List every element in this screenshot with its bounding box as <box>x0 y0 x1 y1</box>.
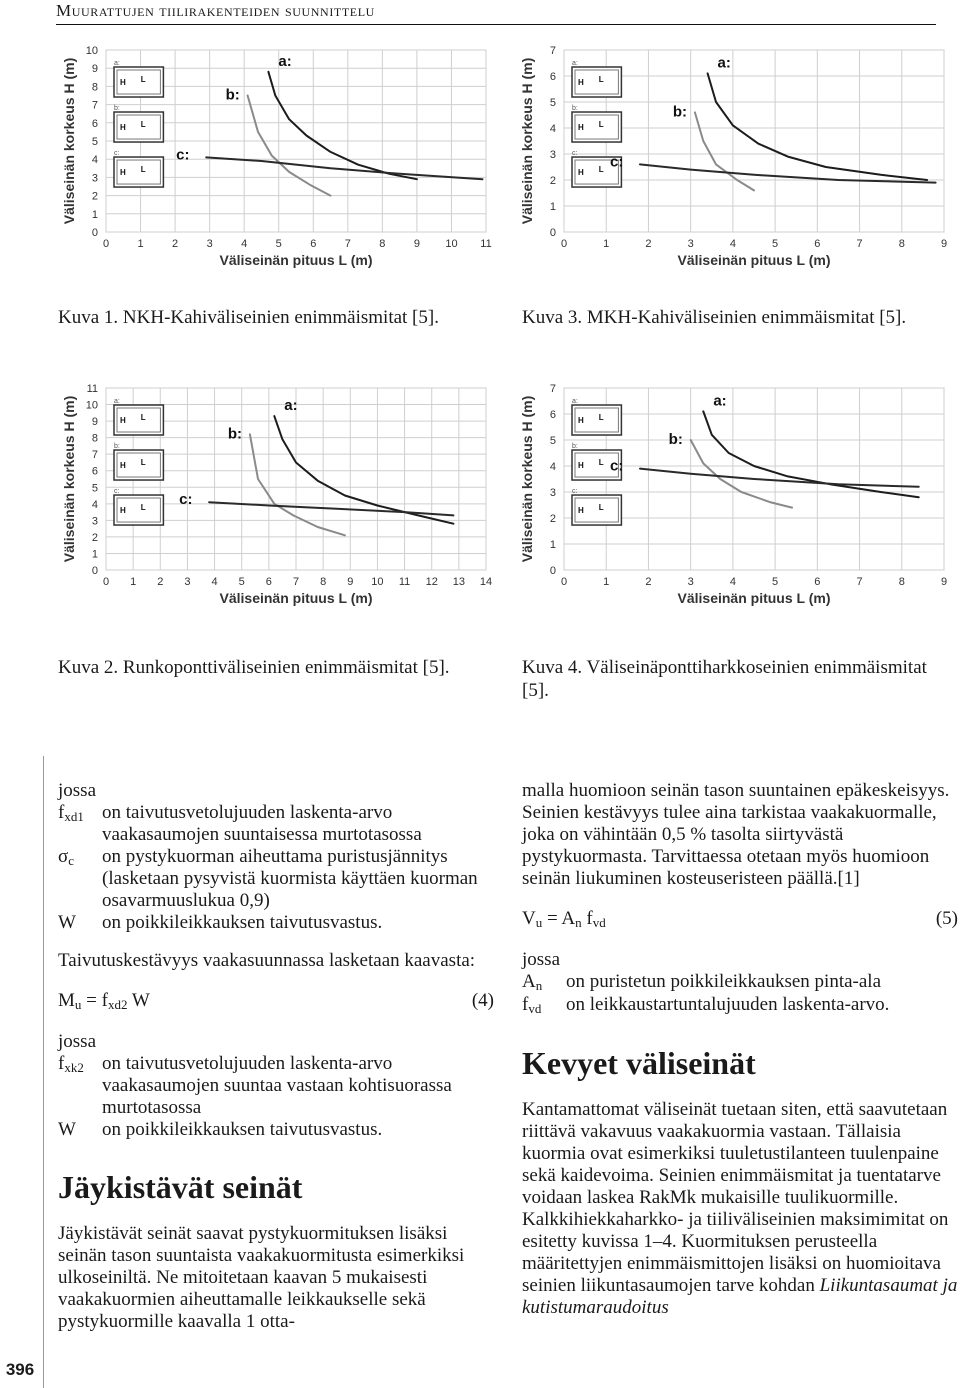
x-tick-label: 1 <box>130 576 137 588</box>
def-text: on puristetun poikkileikkauksen pinta-ala <box>566 971 882 992</box>
def-term: W <box>58 912 76 933</box>
x-tick-label: 4 <box>729 576 736 588</box>
inset-label: a: <box>572 60 578 67</box>
equation-4 <box>58 990 494 1013</box>
x-tick-label: 13 <box>452 576 465 588</box>
y-tick-label: 0 <box>549 565 556 577</box>
series-label: c: <box>176 146 190 164</box>
series-label: c: <box>179 491 193 509</box>
inset-symbol-h: H <box>120 461 126 471</box>
y-tick-label: 4 <box>549 123 556 135</box>
figure-1-chart <box>60 40 500 290</box>
inset-label: a: <box>114 398 120 405</box>
x-tick-label: 10 <box>445 238 458 250</box>
def-text: on poikkileikkauksen taivutusvastus. <box>102 1119 383 1140</box>
inset-label: c: <box>114 488 120 496</box>
x-tick-label: 5 <box>238 576 245 588</box>
y-tick-label: 1 <box>91 548 98 561</box>
def-text: on poikkileikkauksen taivutusvastus. <box>102 912 383 933</box>
x-tick-label: 9 <box>347 576 354 588</box>
x-tick-label: 5 <box>772 576 779 588</box>
inset-symbol-h: H <box>120 78 126 88</box>
inset-symbol-h: H <box>578 168 584 178</box>
inset-label: b: <box>114 443 120 451</box>
inset-label: a: <box>572 398 578 405</box>
inset-symbol-h: H <box>578 461 584 471</box>
series-label: a: <box>717 54 731 72</box>
y-tick-label: 6 <box>549 409 556 421</box>
inset-label: c: <box>114 150 120 158</box>
figure-4-caption: Kuva 4. Väliseinäponttiharkkoseinien enimmäismitat [5]. <box>522 657 927 701</box>
x-tick-label: 8 <box>320 576 327 588</box>
x-tick-label: 3 <box>687 238 694 250</box>
inset-symbol-h: H <box>120 168 126 178</box>
chart-svg <box>60 378 500 628</box>
x-tick-label: 7 <box>292 576 300 588</box>
running-header: Muurattujen tiilirakenteiden suunnittelu <box>56 0 936 25</box>
y-tick-label: 2 <box>549 513 556 525</box>
y-tick-label: 6 <box>549 71 556 83</box>
y-tick-label: 5 <box>549 435 556 447</box>
y-tick-label: 4 <box>91 498 98 511</box>
def-term: An <box>522 971 543 993</box>
x-tick-label: 8 <box>898 576 905 588</box>
x-tick-label: 2 <box>645 238 652 250</box>
y-axis-label: Väliseinän korkeus H (m) <box>61 57 77 225</box>
inset-symbol-h: H <box>578 416 584 426</box>
y-tick-label: 2 <box>91 190 98 203</box>
y-tick-label: 11 <box>86 383 98 395</box>
definition-list-1 <box>58 802 494 934</box>
definition-list-2 <box>58 1053 494 1141</box>
y-tick-label: 8 <box>91 81 98 94</box>
y-tick-label: 5 <box>91 482 98 495</box>
x-tick-label: 4 <box>211 576 218 588</box>
chart-svg <box>60 40 500 290</box>
y-axis-label: Väliseinän korkeus H (m) <box>61 395 77 563</box>
x-tick-label: 2 <box>157 576 164 588</box>
inset-label: c: <box>572 488 578 496</box>
y-tick-label: 6 <box>91 465 98 478</box>
x-tick-label: 6 <box>814 576 821 588</box>
inset-symbol-l: L <box>598 458 604 468</box>
x-tick-label: 5 <box>275 238 282 250</box>
inset-symbol-l: L <box>140 120 146 130</box>
y-tick-label: 10 <box>85 45 98 57</box>
inset-symbol-l: L <box>598 120 604 130</box>
inset-symbol-h: H <box>578 506 584 516</box>
figure-3-chart <box>518 40 958 290</box>
y-tick-label: 1 <box>549 539 556 551</box>
def-term: fxd1 <box>58 802 84 824</box>
x-axis-label: Väliseinän pituus L (m) <box>677 590 831 606</box>
x-tick-label: 6 <box>814 238 821 250</box>
x-tick-label: 7 <box>856 576 863 588</box>
x-tick-label: 10 <box>371 576 384 588</box>
x-tick-label: 1 <box>137 238 144 250</box>
inset-symbol-l: L <box>598 165 604 175</box>
equation-number: (4) <box>471 990 494 1011</box>
x-axis-label: Väliseinän pituus L (m) <box>219 252 373 268</box>
x-axis-label: Väliseinän pituus L (m) <box>219 590 373 606</box>
equation-number: (5) <box>935 908 958 929</box>
inset-symbol-l: L <box>140 75 146 85</box>
x-tick-label: 3 <box>184 576 191 588</box>
figure-1-caption: Kuva 1. NKH-Kahiväliseinien enimmäismitat [5]. <box>58 307 439 328</box>
def-text: on taivutusvetolujuuden laskenta-arvo vaakasaumojen suuntaisessa murtotasossa <box>102 802 422 845</box>
def-term: σc <box>58 846 75 868</box>
chart-svg <box>518 378 958 628</box>
section-heading: Kevyet väliseinät <box>522 1045 756 1081</box>
series-label: a: <box>284 397 298 415</box>
y-tick-label: 3 <box>91 172 98 185</box>
figure-2-chart <box>60 378 500 628</box>
y-tick-label: 7 <box>91 449 98 462</box>
y-tick-label: 2 <box>549 175 556 187</box>
x-tick-label: 3 <box>687 576 694 588</box>
inset-label: c: <box>572 150 578 158</box>
def-term: W <box>58 1119 76 1140</box>
inset-symbol-h: H <box>120 416 126 426</box>
y-axis-label: Väliseinän korkeus H (m) <box>519 395 535 563</box>
x-tick-label: 6 <box>265 576 272 588</box>
y-tick-label: 4 <box>91 154 98 167</box>
y-tick-label: 7 <box>91 99 98 112</box>
section-heading: Jäykistävät seinät <box>58 1169 303 1205</box>
x-tick-label: 9 <box>940 576 948 588</box>
equation-body: Mu = fxd2 W <box>58 990 150 1012</box>
series-label: a: <box>278 52 292 70</box>
def-term: fvd <box>522 994 542 1016</box>
series-label: c: <box>610 153 624 171</box>
y-tick-label: 7 <box>549 383 556 395</box>
inset-label: b: <box>572 443 578 451</box>
x-tick-label: 3 <box>206 238 213 250</box>
inset-symbol-l: L <box>598 503 604 513</box>
x-tick-label: 0 <box>102 238 110 250</box>
left-column <box>58 780 494 1333</box>
x-tick-label: 8 <box>898 238 905 250</box>
x-axis-label: Väliseinän pituus L (m) <box>677 252 831 268</box>
x-tick-label: 1 <box>603 576 610 588</box>
inset-symbol-l: L <box>140 503 146 513</box>
y-tick-label: 0 <box>91 227 98 239</box>
y-tick-label: 5 <box>91 136 98 148</box>
y-tick-label: 6 <box>91 117 98 130</box>
definition-list-3 <box>522 971 958 1017</box>
inset-label: b: <box>572 105 578 113</box>
inset-symbol-h: H <box>578 78 584 88</box>
inset-label: b: <box>114 105 120 113</box>
inset-symbol-l: L <box>140 458 146 468</box>
paragraph: malla huomioon seinän tason suuntainen epäkeskeisyys. Seinien kestävyys tulee aina tarkistaa vaakakuormalle, joka on vähintään 0,5 % tasolta siirtyvästä pystykuormasta. Tarvittaessa otetaan myös huomioon seinän liukuminen kosteuseristeen päällä.[1] <box>522 780 950 889</box>
x-tick-label: 11 <box>398 576 411 588</box>
equation-body: Vu = An fvd <box>522 908 606 930</box>
def-text: on taivutusvetolujuuden laskenta-arvo vaakasaumojen suuntaa vastaan kohtisuorassa murtotasossa <box>102 1053 452 1118</box>
margin-rule <box>43 756 44 1388</box>
x-tick-label: 2 <box>172 238 179 250</box>
x-tick-label: 0 <box>560 576 568 588</box>
x-tick-label: 5 <box>772 238 779 250</box>
y-tick-label: 10 <box>85 399 98 412</box>
def-term: fxk2 <box>58 1053 84 1075</box>
y-tick-label: 3 <box>549 487 556 499</box>
series-label: a: <box>713 392 727 410</box>
inset-symbol-h: H <box>120 506 126 516</box>
x-tick-label: 0 <box>102 576 110 588</box>
paragraph: Kantamattomat väliseinät tuetaan siten, että saavutetaan riittävä vakavuus vaakakuormia vastaan. Tällaisia kuormia ovat esimerkiksi tuuletustilanteen tuulenpaine sekä kaidevoima. Seinien enimmäismitat ja tuentatarve voidaan laskea RakMk mukaisille tuulikuormille. Kalkkihiekkaharkko- ja tiiliväliseinien maksimimitat on esitetty kuvissa 1–4. Kuormituksen perusteella määritettyjen enimmäismittojen lisäksi on huomioitava seinien liikuntasaumojen tarve kohdan Liikuntasaumat ja kutistumaraudoitus <box>522 1099 958 1318</box>
inset-label: a: <box>114 60 120 67</box>
y-tick-label: 0 <box>549 227 556 239</box>
jossa-label: jossa <box>522 949 560 970</box>
x-tick-label: 4 <box>729 238 736 250</box>
y-tick-label: 5 <box>549 97 556 109</box>
x-tick-label: 6 <box>310 238 317 250</box>
right-column <box>522 780 958 1319</box>
y-tick-label: 3 <box>549 149 556 161</box>
y-tick-label: 1 <box>91 208 98 221</box>
series-label: b: <box>225 86 240 104</box>
x-tick-label: 4 <box>241 238 248 250</box>
x-tick-label: 9 <box>940 238 948 250</box>
y-tick-label: 9 <box>91 63 98 76</box>
x-tick-label: 7 <box>344 238 351 250</box>
x-tick-label: 0 <box>560 238 568 250</box>
x-tick-label: 9 <box>413 238 420 250</box>
y-tick-label: 2 <box>91 531 98 544</box>
jossa-label-1: jossa <box>58 780 96 801</box>
def-text: on pystykuorman aiheuttama puristusjännitys (lasketaan pysyvistä kuormista käyttäen kuorman osavarmuuslukua 0,9) <box>102 846 478 911</box>
chart-svg <box>518 40 958 290</box>
y-tick-label: 9 <box>91 416 98 429</box>
inset-symbol-l: L <box>140 413 146 423</box>
equation-5 <box>522 908 958 931</box>
x-tick-label: 12 <box>425 576 438 588</box>
inset-symbol-l: L <box>598 413 604 423</box>
inset-symbol-l: L <box>140 165 146 175</box>
paragraph: Jäykistävät seinät saavat pystykuormituksen lisäksi seinän tason suuntaista vaakakuormitusta esimerkiksi ulkoseiniltä. Ne mitoitetaan kaavan 5 mukaisesti vaakakuormien aiheuttamalle leikkaukselle sekä pystykuormille kaavalla 1 otta- <box>58 1223 465 1332</box>
series-label: b: <box>227 425 243 443</box>
x-tick-label: 8 <box>379 238 386 250</box>
y-tick-label: 1 <box>549 201 556 213</box>
x-tick-label: 11 <box>480 238 492 250</box>
def-text: on leikkaustartuntalujuuden laskenta-arvo. <box>566 994 890 1015</box>
inset-symbol-h: H <box>578 123 584 133</box>
jossa-label-2: jossa <box>58 1031 96 1052</box>
x-tick-label: 2 <box>645 576 652 588</box>
x-tick-label: 1 <box>603 238 610 250</box>
series-label: b: <box>668 431 683 448</box>
y-tick-label: 0 <box>91 565 98 577</box>
paragraph: Taivutuskestävyys vaakasuunnassa lasketaan kaavasta: <box>58 950 476 971</box>
series-label: c: <box>610 457 624 475</box>
y-tick-label: 3 <box>91 515 98 528</box>
x-tick-label: 7 <box>856 238 863 250</box>
y-tick-label: 4 <box>549 461 556 473</box>
y-axis-label: Väliseinän korkeus H (m) <box>519 57 535 225</box>
y-tick-label: 8 <box>91 432 98 445</box>
inset-symbol-h: H <box>120 123 126 133</box>
inset-symbol-l: L <box>598 75 604 85</box>
series-label: b: <box>672 103 688 121</box>
x-tick-label: 14 <box>479 576 493 588</box>
figure-3-caption: Kuva 3. MKH-Kahiväliseinien enimmäismitat [5]. <box>522 307 907 328</box>
figure-2-caption: Kuva 2. Runkoponttiväliseinien enimmäismitat [5]. <box>58 657 450 678</box>
figure-4-chart <box>518 378 958 628</box>
y-tick-label: 7 <box>549 45 556 57</box>
page-number: 396 <box>5 1360 35 1379</box>
